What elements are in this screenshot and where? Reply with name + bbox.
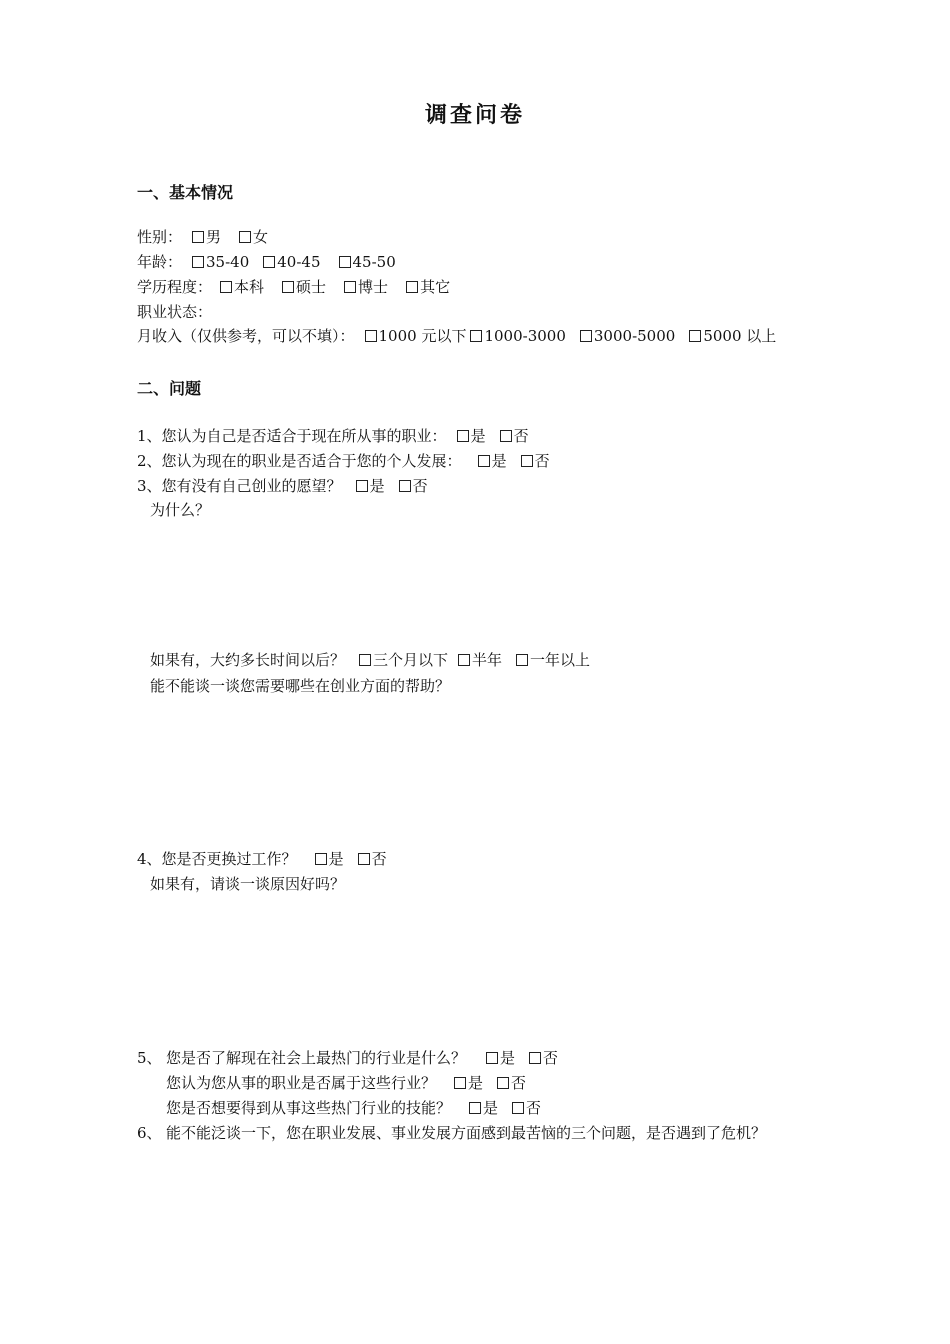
checkbox-icon[interactable] bbox=[689, 330, 701, 342]
age-label: 年龄： bbox=[137, 253, 183, 271]
gender-row bbox=[137, 227, 268, 247]
age-row bbox=[137, 252, 396, 272]
question-text: 能不能泛谈一下，您在职业发展、事业发展方面感到最苦恼的三个问题，是否遇到了危机？ bbox=[166, 1124, 767, 1142]
checkbox-icon[interactable] bbox=[365, 330, 377, 342]
education-row bbox=[137, 277, 450, 297]
page-title: 调查问卷 bbox=[424, 102, 525, 128]
question-number: 6、 bbox=[137, 1124, 162, 1142]
question-text: 您有没有自己创业的愿望？ bbox=[161, 477, 342, 495]
question-number: 4、 bbox=[137, 850, 162, 868]
checkbox-icon[interactable] bbox=[470, 330, 482, 342]
income-label: 月收入（仅供参考，可以不填）： bbox=[137, 327, 355, 345]
checkbox-icon[interactable] bbox=[239, 231, 251, 243]
q5-sub1-option-yes[interactable]: 是 bbox=[454, 1074, 483, 1092]
checkbox-icon[interactable] bbox=[263, 256, 275, 268]
q1-option-no[interactable]: 否 bbox=[500, 427, 529, 445]
checkbox-icon[interactable] bbox=[516, 654, 528, 666]
job-status-row bbox=[137, 302, 212, 322]
checkbox-icon[interactable] bbox=[406, 281, 418, 293]
q5-option-no[interactable]: 否 bbox=[529, 1049, 558, 1067]
age-option-45-50[interactable]: 45-50 bbox=[339, 253, 396, 271]
q3-option-no[interactable]: 否 bbox=[399, 477, 428, 495]
question-5 bbox=[137, 1048, 558, 1068]
q5-sub2-option-no[interactable]: 否 bbox=[512, 1099, 541, 1117]
question-text: 您认为自己是否适合于现在所从事的职业： bbox=[161, 427, 447, 445]
q3-when-row bbox=[150, 650, 590, 670]
question-number: 3、 bbox=[137, 477, 162, 495]
checkbox-icon[interactable] bbox=[454, 1077, 466, 1089]
age-option-35-40[interactable]: 35-40 bbox=[192, 253, 249, 271]
checkbox-icon[interactable] bbox=[356, 480, 368, 492]
question-6 bbox=[137, 1123, 766, 1143]
q3-when-option-2[interactable]: 半年 bbox=[458, 651, 502, 669]
checkbox-icon[interactable] bbox=[339, 256, 351, 268]
checkbox-icon[interactable] bbox=[500, 430, 512, 442]
question-text: 您是否更换过工作？ bbox=[161, 850, 297, 868]
q3-option-yes[interactable]: 是 bbox=[356, 477, 385, 495]
checkbox-icon[interactable] bbox=[358, 853, 370, 865]
q5-sub1-option-no[interactable]: 否 bbox=[497, 1074, 526, 1092]
checkbox-icon[interactable] bbox=[282, 281, 294, 293]
education-label: 学历程度： bbox=[137, 278, 213, 296]
checkbox-icon[interactable] bbox=[580, 330, 592, 342]
checkbox-icon[interactable] bbox=[486, 1052, 498, 1064]
gender-option-male[interactable]: 男 bbox=[192, 228, 221, 246]
income-row bbox=[137, 326, 776, 346]
q4-reason: 如果有，请谈一谈原因好吗？ bbox=[150, 875, 346, 893]
q3-when-option-3[interactable]: 一年以上 bbox=[516, 651, 590, 669]
income-option-1[interactable]: 1000 元以下 bbox=[365, 327, 467, 345]
q5-option-yes[interactable]: 是 bbox=[486, 1049, 515, 1067]
q2-option-no[interactable]: 否 bbox=[521, 452, 550, 470]
checkbox-icon[interactable] bbox=[220, 281, 232, 293]
checkbox-icon[interactable] bbox=[359, 654, 371, 666]
question-number: 5、 bbox=[137, 1049, 162, 1067]
q5-sub2 bbox=[166, 1098, 541, 1118]
gender-option-female[interactable]: 女 bbox=[239, 228, 268, 246]
income-option-3[interactable]: 3000-5000 bbox=[580, 327, 675, 345]
q5-sub2-text: 您是否想要得到从事这些热门行业的技能？ bbox=[166, 1099, 452, 1117]
checkbox-icon[interactable] bbox=[457, 430, 469, 442]
question-4 bbox=[137, 849, 387, 869]
q3-when-option-1[interactable]: 三个月以下 bbox=[359, 651, 448, 669]
checkbox-icon[interactable] bbox=[529, 1052, 541, 1064]
q5-sub1-text: 您认为您从事的职业是否属于这些行业？ bbox=[166, 1074, 437, 1092]
checkbox-icon[interactable] bbox=[497, 1077, 509, 1089]
checkbox-icon[interactable] bbox=[399, 480, 411, 492]
checkbox-icon[interactable] bbox=[521, 455, 533, 467]
job-status-label: 职业状态： bbox=[137, 303, 213, 321]
checkbox-icon[interactable] bbox=[315, 853, 327, 865]
checkbox-icon[interactable] bbox=[469, 1102, 481, 1114]
section-heading-questions: 二、问题 bbox=[137, 379, 202, 398]
income-option-4[interactable]: 5000 以上 bbox=[689, 327, 776, 345]
q1-option-yes[interactable]: 是 bbox=[457, 427, 486, 445]
checkbox-icon[interactable] bbox=[344, 281, 356, 293]
checkbox-icon[interactable] bbox=[512, 1102, 524, 1114]
question-text: 您是否了解现在社会上最热门的行业是什么？ bbox=[166, 1049, 467, 1067]
question-text: 您认为现在的职业是否适合于您的个人发展： bbox=[161, 452, 462, 470]
question-1 bbox=[137, 426, 529, 446]
checkbox-icon[interactable] bbox=[192, 256, 204, 268]
checkbox-icon[interactable] bbox=[478, 455, 490, 467]
q5-sub1 bbox=[166, 1073, 526, 1093]
age-option-40-45[interactable]: 40-45 bbox=[263, 253, 320, 271]
checkbox-icon[interactable] bbox=[458, 654, 470, 666]
section-heading-basic-info: 一、基本情况 bbox=[137, 183, 234, 202]
education-option-master[interactable]: 硕士 bbox=[282, 278, 326, 296]
question-number: 2、 bbox=[137, 452, 162, 470]
q3-help: 能不能谈一谈您需要哪些在创业方面的帮助？ bbox=[150, 677, 451, 695]
q4-option-yes[interactable]: 是 bbox=[315, 850, 344, 868]
income-option-2[interactable]: 1000-3000 bbox=[470, 327, 565, 345]
q2-option-yes[interactable]: 是 bbox=[478, 452, 507, 470]
question-2 bbox=[137, 451, 550, 471]
q4-option-no[interactable]: 否 bbox=[358, 850, 387, 868]
question-3 bbox=[137, 476, 428, 496]
education-option-doctor[interactable]: 博士 bbox=[344, 278, 388, 296]
education-option-bachelor[interactable]: 本科 bbox=[220, 278, 264, 296]
question-number: 1、 bbox=[137, 427, 162, 445]
q3-when-text: 如果有，大约多长时间以后？ bbox=[150, 651, 346, 669]
q5-sub2-option-yes[interactable]: 是 bbox=[469, 1099, 498, 1117]
gender-label: 性别： bbox=[137, 228, 183, 246]
q3-why: 为什么？ bbox=[150, 501, 211, 519]
education-option-other[interactable]: 其它 bbox=[406, 278, 450, 296]
checkbox-icon[interactable] bbox=[192, 231, 204, 243]
